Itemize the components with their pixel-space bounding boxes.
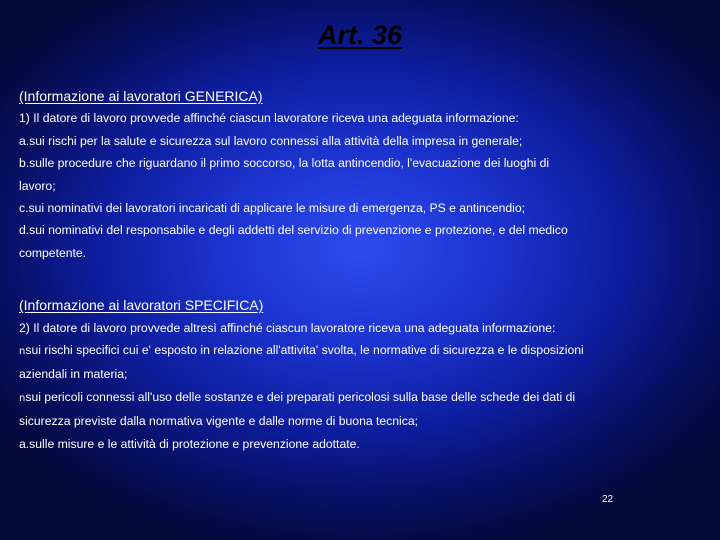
bullet1-text: sui rischi specifici cui e' esposto in relazione all'attivita' svolta, le normative di sicurezza e le disposizioni — [25, 343, 584, 358]
section2-bullet2-cont: sicurezza previste dalla normativa vigente e dalle norme di buona tecnica; — [19, 414, 419, 429]
spacer — [19, 264, 691, 286]
bullet-icon: n — [19, 392, 26, 404]
section1-line: 1) Il datore di lavoro provvede affinché ciascun lavoratore riceva una adeguata informazione: — [19, 111, 519, 126]
section1-item-c: c.sui nominativi dei lavoratori incaricati di applicare le misure di emergenza, PS e antincendio; — [19, 201, 526, 216]
section-heading-generica: (Informazione ai lavoratori GENERICA) — [19, 88, 263, 104]
section1-item-b: b.sulle procedure che riguardano il primo soccorso, la lotta antincendio, l'evacuazione dei luoghi di — [19, 156, 550, 171]
section1-item-b-cont: lavoro; — [19, 178, 56, 193]
section2-bullet1 — [19, 339, 691, 363]
section-heading-specifica: (Informazione ai lavoratori SPECIFICA) — [19, 297, 264, 314]
slide-title: Art. 36 — [317, 20, 403, 50]
section2-bullet1-cont: aziendali in materia; — [19, 367, 128, 382]
slide-content — [19, 85, 691, 455]
section1-item-d: d.sui nominativi del responsabile e degli addetti del servizio di prevenzione e protezione, e del medico — [19, 223, 568, 238]
section2-intro: 2) Il datore di lavoro provvede altresì affinché ciascun lavoratore riceva una adeguata informazione: — [19, 320, 556, 335]
section1-item-a: a.sui rischi per la salute e sicurezza sul lavoro connessi alla attività della impresa in generale; — [19, 133, 523, 148]
page-number: 22 — [602, 494, 614, 505]
section1-item-d-cont: competente. — [19, 245, 87, 260]
bullet2-text: sui pericoli connessi all'uso delle sostanze e dei preparati pericolosi sulla base delle schede dei dati di — [25, 389, 576, 404]
bullet-icon: n — [19, 346, 26, 358]
section2-item-a: a.sulle misure e le attività di protezione e prevenzione adottate. — [19, 436, 360, 451]
section2-bullet2 — [19, 386, 691, 410]
